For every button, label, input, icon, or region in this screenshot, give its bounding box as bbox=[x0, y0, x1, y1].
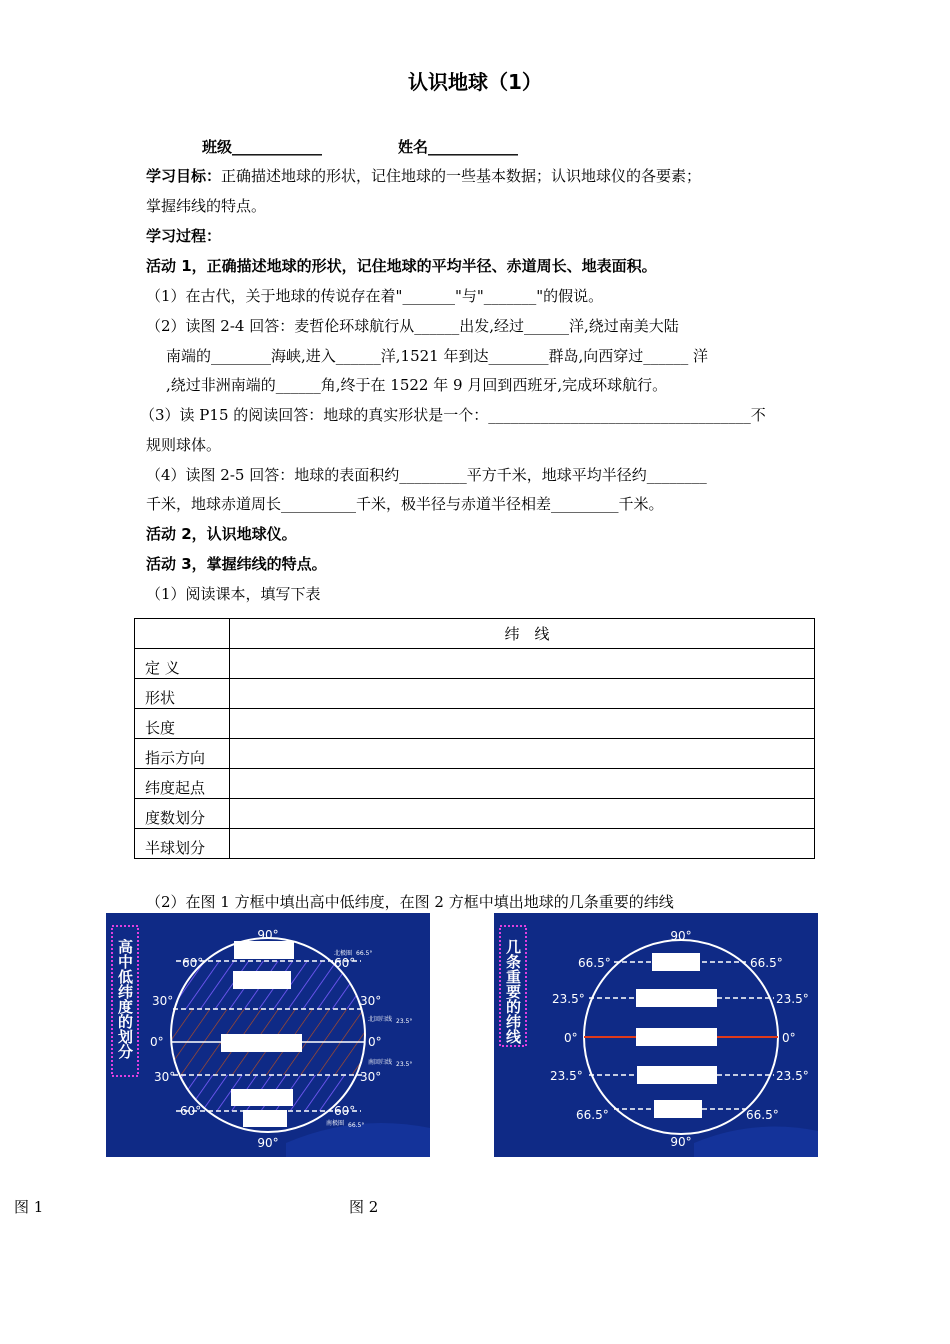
activity1-q2a: （2）读图 2-4 回答：麦哲伦环球航行从______出发,经过______洋,绕过南美大陆 bbox=[146, 317, 679, 335]
row-label: 度数划分 bbox=[135, 799, 230, 829]
tropic-n-value: 23.5° bbox=[396, 1018, 413, 1025]
activity1-q1: （1）在古代，关于地球的传说存在着"_______"与"_______"的假说。 bbox=[146, 287, 604, 305]
answer-box[interactable] bbox=[234, 941, 294, 959]
row-label: 指示方向 bbox=[135, 739, 230, 769]
figure2-caption: 图 2 bbox=[349, 1198, 379, 1216]
answer-box[interactable] bbox=[233, 971, 291, 989]
table-header: 纬 线 bbox=[230, 619, 815, 649]
antarctic-label: 南极圈 bbox=[326, 1120, 345, 1127]
activity1-q2c: ,绕过非洲南端的______角,终于在 1522 年 9 月回到西班牙,完成环球航行。 bbox=[166, 376, 668, 394]
fig2-left-label: 23.5° bbox=[550, 1069, 583, 1083]
fig1-right-label: 30° bbox=[360, 1070, 382, 1084]
activity1-q4a: （4）读图 2-5 回答：地球的表面积约_________平方千米，地球平均半径约________ bbox=[146, 466, 707, 484]
tropic-s-label: 南回归线 bbox=[368, 1059, 393, 1066]
activity3-heading: 活动 3，掌握纬线的特点。 bbox=[146, 555, 327, 573]
table-row bbox=[135, 649, 815, 679]
class-label: 班级 bbox=[202, 138, 233, 156]
fig2-left-label: 66.5° bbox=[576, 1108, 609, 1122]
figure1-side-title: 高中低纬度的划分 bbox=[116, 939, 134, 1059]
answer-box[interactable] bbox=[231, 1089, 293, 1106]
name-field bbox=[398, 137, 518, 157]
activity1-q2b: 南端的________海峡,进入______洋,1521 年到达________群岛,向西穿过______ 洋 bbox=[166, 347, 709, 365]
figure-1-latitude-zones bbox=[106, 913, 430, 1157]
answer-cell[interactable] bbox=[230, 679, 815, 709]
arctic-value: 66.5° bbox=[356, 950, 373, 957]
fig2-right-label: 0° bbox=[782, 1031, 796, 1045]
answer-box[interactable] bbox=[637, 1066, 717, 1084]
fig1-left-label: 60° bbox=[180, 1104, 202, 1118]
activity1-q4b: 千米，地球赤道周长__________千米，极半径与赤道半径相差_________千米。 bbox=[146, 495, 664, 513]
class-blank: ____________ bbox=[232, 138, 323, 156]
row-label: 长度 bbox=[135, 709, 230, 739]
answer-box[interactable] bbox=[654, 1100, 702, 1118]
figure1-caption: 图 1 bbox=[14, 1198, 44, 1216]
figure-2-important-latitudes bbox=[494, 913, 818, 1157]
name-label: 姓名 bbox=[398, 138, 429, 156]
fig2-left-label: 0° bbox=[564, 1031, 578, 1045]
fig1-left-label: 0° bbox=[150, 1035, 164, 1049]
fig2-left-label: 23.5° bbox=[552, 992, 585, 1006]
tropic-n-label: 北回归线 bbox=[368, 1016, 393, 1023]
row-label: 半球划分 bbox=[135, 829, 230, 859]
fig1-bottom-label: 90° bbox=[257, 1136, 279, 1150]
goal-line-1 bbox=[146, 166, 701, 186]
answer-cell[interactable] bbox=[230, 709, 815, 739]
antarctic-value: 66.5° bbox=[348, 1122, 365, 1129]
fig2-right-label: 66.5° bbox=[746, 1108, 779, 1122]
name-blank: ____________ bbox=[428, 138, 519, 156]
answer-box[interactable] bbox=[243, 1110, 287, 1127]
process-label: 学习过程： bbox=[146, 227, 222, 245]
table-row bbox=[135, 769, 815, 799]
goal-text-2: 掌握纬线的特点。 bbox=[146, 197, 267, 215]
fig2-left-label: 66.5° bbox=[578, 956, 611, 970]
fig1-top-label: 90° bbox=[257, 928, 279, 942]
page-title: 认识地球（1） bbox=[408, 70, 542, 94]
table-row bbox=[135, 799, 815, 829]
answer-box[interactable] bbox=[652, 953, 700, 971]
class-field bbox=[202, 137, 322, 157]
answer-box[interactable] bbox=[221, 1034, 302, 1052]
fig2-bottom-label: 90° bbox=[670, 1135, 692, 1149]
fig2-right-label: 23.5° bbox=[776, 1069, 809, 1083]
row-label: 形状 bbox=[135, 679, 230, 709]
answer-cell[interactable] bbox=[230, 769, 815, 799]
goal-text-1: 正确描述地球的形状，记住地球的一些基本数据；认识地球仪的各要素； bbox=[221, 167, 702, 185]
arctic-label: 北极圈 bbox=[334, 950, 353, 957]
answer-cell[interactable] bbox=[230, 649, 815, 679]
activity1-q3a: （3）读 P15 的阅读回答：地球的真实形状是一个：___________________________________不 bbox=[140, 406, 766, 424]
answer-box[interactable] bbox=[636, 1028, 717, 1046]
row-label: 定 义 bbox=[135, 649, 230, 679]
table-row bbox=[135, 739, 815, 769]
row-label: 纬度起点 bbox=[135, 769, 230, 799]
table-row bbox=[135, 679, 815, 709]
answer-box[interactable] bbox=[636, 989, 717, 1007]
activity2-heading: 活动 2，认识地球仪。 bbox=[146, 525, 297, 543]
answer-cell[interactable] bbox=[230, 799, 815, 829]
figure2-side-title: 几条重要的纬线 bbox=[504, 939, 522, 1044]
fig1-left-label: 30° bbox=[152, 994, 174, 1008]
fig1-right-label: 0° bbox=[368, 1035, 382, 1049]
answer-cell[interactable] bbox=[230, 739, 815, 769]
activity1-q3b: 规则球体。 bbox=[146, 436, 222, 454]
fig1-left-label: 30° bbox=[154, 1070, 176, 1084]
fig2-right-label: 66.5° bbox=[750, 956, 783, 970]
fig1-right-label: 60° bbox=[334, 1104, 356, 1118]
table-header-row bbox=[135, 619, 815, 649]
fig1-left-label: 60° bbox=[182, 956, 204, 970]
table-row bbox=[135, 829, 815, 859]
activity3-q1: （1）阅读课本，填写下表 bbox=[146, 585, 321, 603]
answer-cell[interactable] bbox=[230, 829, 815, 859]
activity3-q2: （2）在图 1 方框中填出高中低纬度，在图 2 方框中填出地球的几条重要的纬线 bbox=[146, 893, 674, 911]
fig2-right-label: 23.5° bbox=[776, 992, 809, 1006]
fig2-top-label: 90° bbox=[670, 929, 692, 943]
fig1-right-label: 60° bbox=[334, 956, 356, 970]
fig1-right-label: 30° bbox=[360, 994, 382, 1008]
activity1-heading: 活动 1，正确描述地球的形状，记住地球的平均半径、赤道周长、地表面积。 bbox=[146, 257, 657, 275]
table-row bbox=[135, 709, 815, 739]
latitude-table bbox=[134, 618, 815, 859]
goal-label: 学习目标： bbox=[146, 167, 222, 185]
tropic-s-value: 23.5° bbox=[396, 1061, 413, 1068]
